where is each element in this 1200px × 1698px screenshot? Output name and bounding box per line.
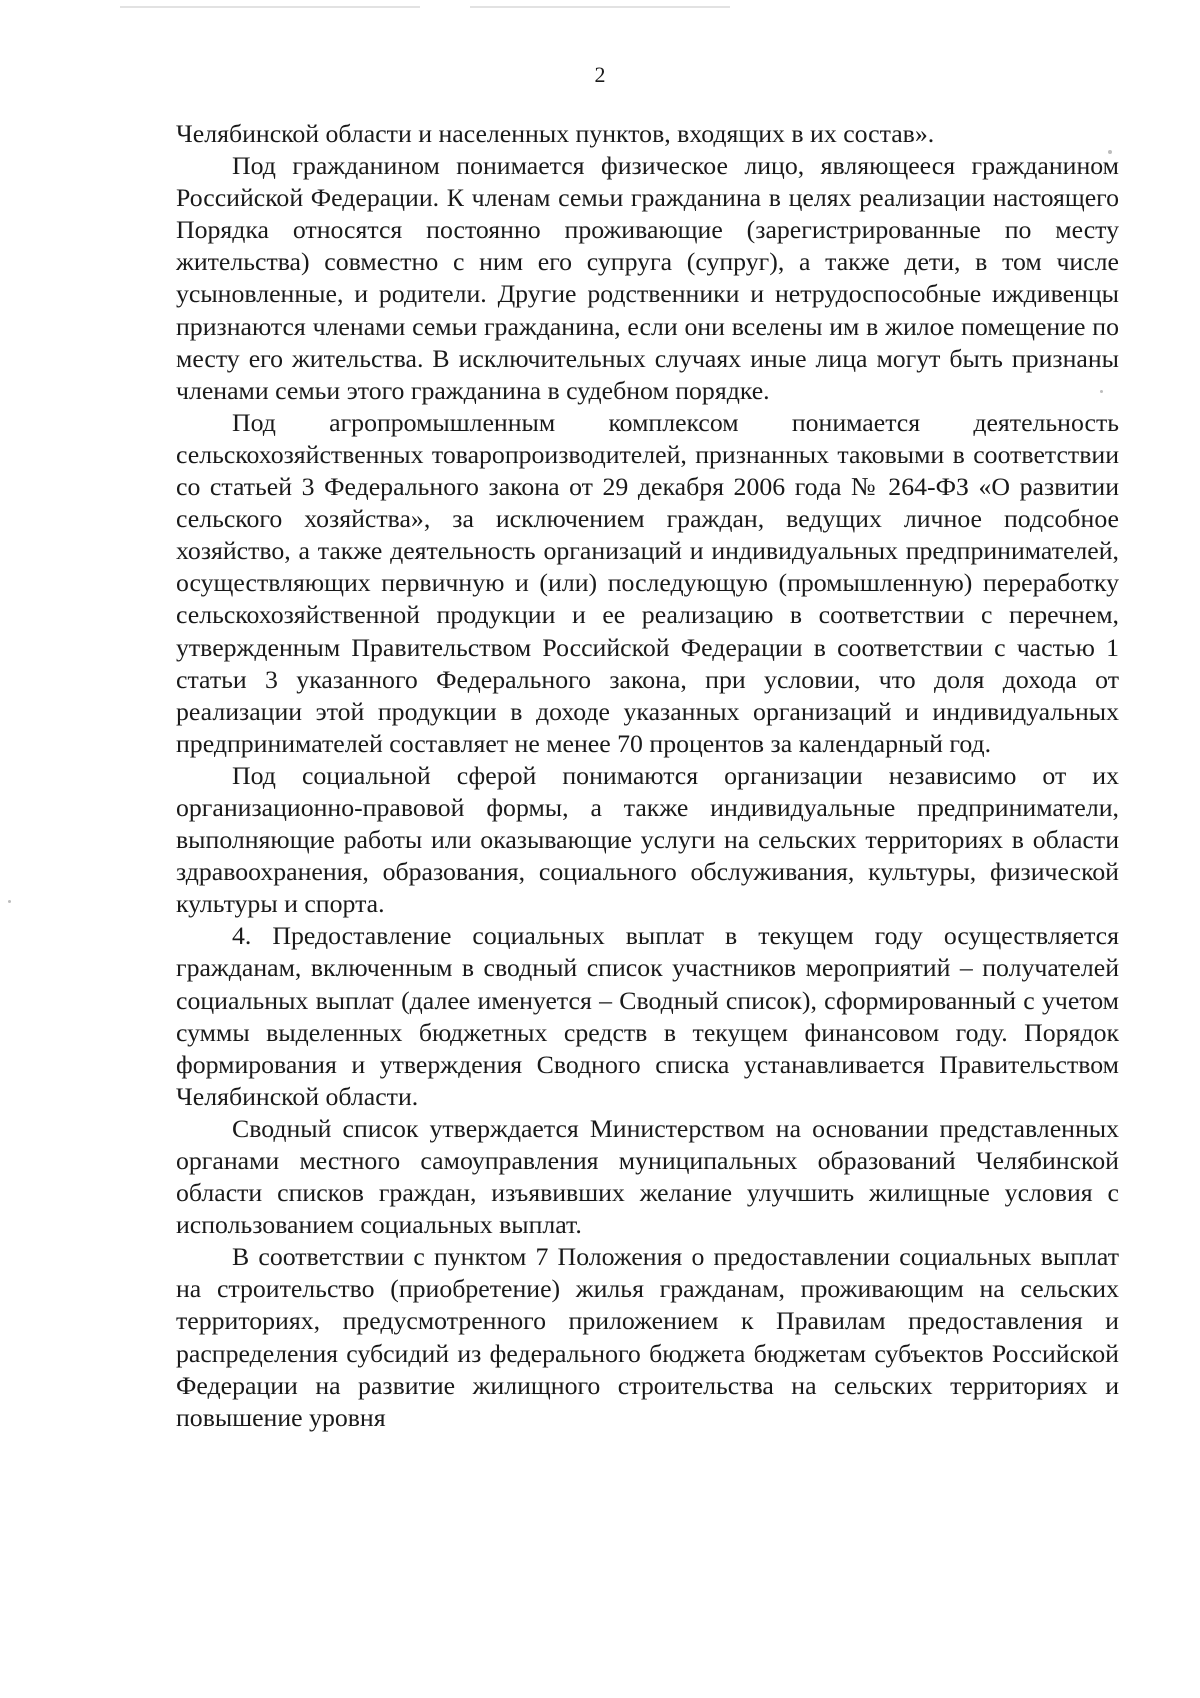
paragraph-social-sphere-definition: Под социальной сферой понимаются организации независимо от их организационно-правовой формы, а также индивидуальные предприниматели, выполняющие работы или оказывающие услуги на сельских территориях в области здравоохранения, образования, социального обслуживания, культуры, физической культуры и спорта. xyxy=(176,760,1119,919)
paragraph-regulation-reference: В соответствии с пунктом 7 Положения о предоставлении социальных выплат на строительство (приобретение) жилья гражданам, проживающим на сельских территориях, предусмотренного приложением к Правилам предоставления и распределения субсидий из федерального бюджета бюджетам субъектов Российской Федерации на развитие жилищного строительства на сельских территориях и повышение уровня xyxy=(176,1242,1119,1432)
page-number: 2 xyxy=(594,62,606,87)
scan-artifact-speck xyxy=(8,900,11,903)
paragraph-summary-list: Сводный список утверждается Министерством на основании представленных органами местного самоуправления муниципальных образований Челябинской области списков граждан, изъявивших желание улучшить жилищные условия с использованием социальных выплат. xyxy=(176,1113,1119,1240)
paragraph-agro-complex-definition: Под агропромышленным комплексом понимается деятельность сельскохозяйственных товаропроизводителей, признанных таковыми в соответствии со статьей 3 Федерального закона от 29 декабря 2006 года № 264-ФЗ «О развитии сельского хозяйства», за исключением граждан, ведущих личное подсобное хозяйство, а также деятельность организаций и индивидуальных предпринимателей, осуществляющих первичную и (или) последующую (промышленную) переработку сельскохозяйственной продукции и ее реализацию в соответствии с перечнем, утвержденным Правительством Российской Федерации в соответствии с частью 1 статьи 3 указанного Федерального закона, при условии, что доля дохода от реализации этой продукции в доходе указанных организаций и индивидуальных предпринимателей составляет не менее 70 процентов за календарный год. xyxy=(176,407,1119,758)
paragraph-continuation: Челябинской области и населенных пунктов, входящих в их состав». xyxy=(176,119,935,148)
paragraph-citizen-definition: Под гражданином понимается физическое лицо, являющееся гражданином Российской Федерации. К членам семьи гражданина в целях реализации настоящего Порядка относятся постоянно проживающие (зарегистрированные по месту жительства) совместно с ним его супруга (супруг), а также дети, в том числе усыновленные, и родители. Другие родственники и нетрудоспособные иждивенцы признаются членами семьи гражданина, если они вселены им в жилое помещение по месту его жительства. В исключительных случаях иные лица могут быть признаны членами семьи этого гражданина в судебном порядке. xyxy=(176,151,1119,405)
scan-artifact-streak xyxy=(470,6,730,8)
document-body xyxy=(176,118,1119,1434)
paragraph-item-4: 4. Предоставление социальных выплат в текущем году осуществляется гражданам, включенным в сводный список участников мероприятий – получателей социальных выплат (далее именуется – Сводный список), сформированный с учетом суммы выделенных бюджетных средств в текущем финансовом году. Порядок формирования и утверждения Сводного списка устанавливается Правительством Челябинской области. xyxy=(176,921,1119,1111)
scan-artifact-streak xyxy=(120,6,420,8)
